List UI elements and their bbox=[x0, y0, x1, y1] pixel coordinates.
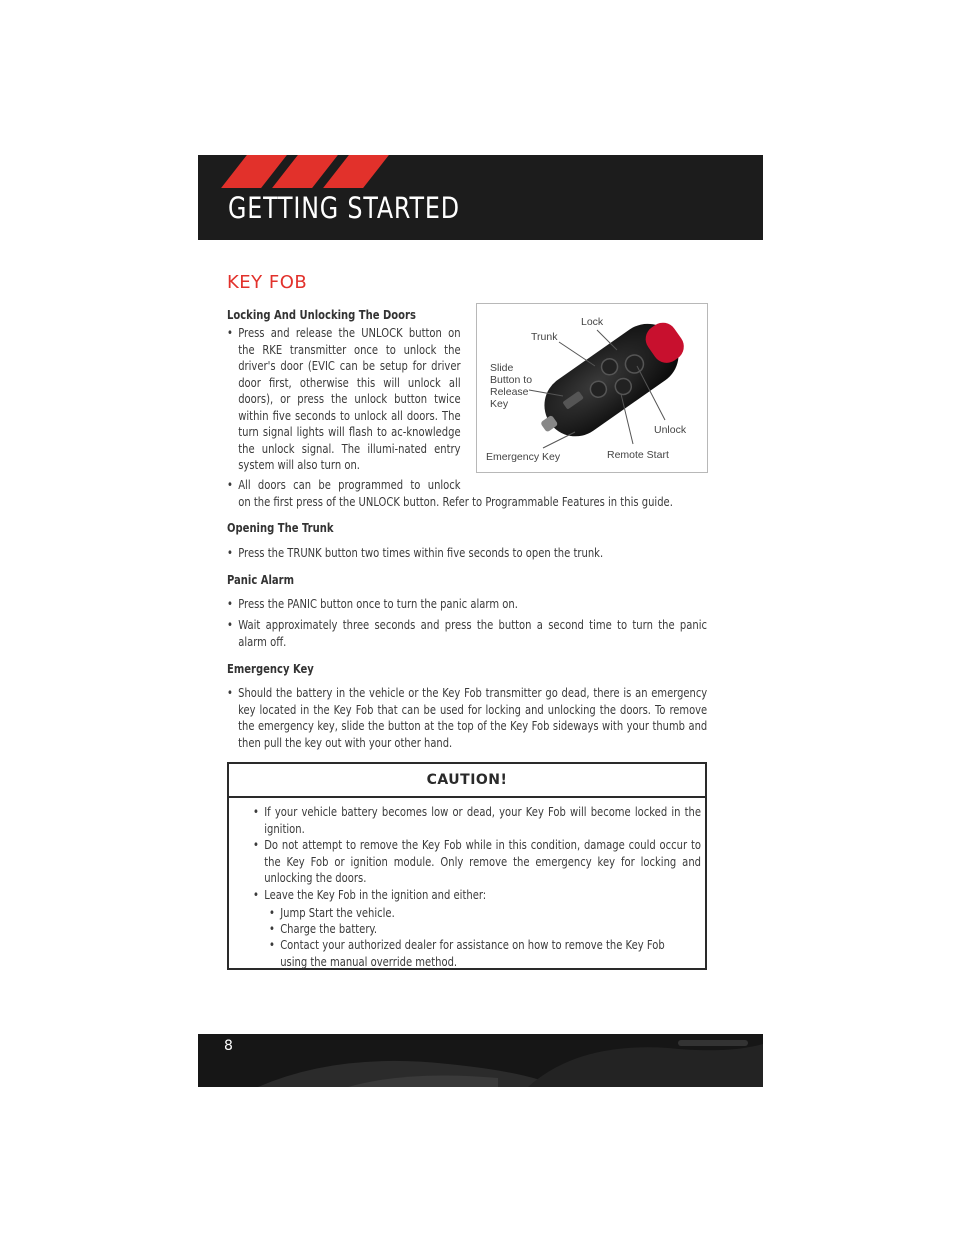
bullet-dot: • bbox=[227, 545, 233, 560]
locking-bullet-2 bbox=[227, 477, 707, 510]
label-trunk: Trunk bbox=[531, 331, 558, 343]
emergency-bullet-1-text: Should the battery in the vehicle or the Key Fob transmitter go dead, there is an emergency key located in the Key Fob that can be used for locking and unlocking the doors. To remove the emergency key, slide the button at the top of the Key Fob sideways with your thumb and then pull the key out with your other hand. bbox=[238, 685, 708, 750]
panic-heading: Panic Alarm bbox=[227, 572, 295, 587]
label-lock: Lock bbox=[581, 316, 604, 328]
panic-bullet-1-text: Press the PANIC button once to turn the panic alarm on. bbox=[238, 596, 518, 611]
caution-title: CAUTION! bbox=[229, 764, 705, 798]
caution-bullet-3 bbox=[253, 887, 701, 904]
bullet-dot: • bbox=[227, 617, 233, 632]
label-slide-line-3: Release bbox=[490, 386, 529, 398]
trunk-bullet-1 bbox=[227, 545, 707, 562]
caution-sub-2 bbox=[269, 921, 685, 938]
bullet-dot: • bbox=[269, 921, 275, 936]
label-remote-start: Remote Start bbox=[607, 449, 669, 461]
caution-sub-2-text: Charge the battery. bbox=[280, 921, 378, 936]
leader-emergency bbox=[543, 432, 575, 448]
label-unlock: Unlock bbox=[654, 424, 687, 436]
bullet-dot: • bbox=[227, 596, 233, 611]
label-slide-line-1: Slide bbox=[490, 362, 514, 374]
bullet-dot: • bbox=[269, 905, 275, 920]
label-emergency-key: Emergency Key bbox=[486, 451, 561, 463]
panic-bullet-2-text: Wait approximately three seconds and press the button a second time to turn the panic alarm off. bbox=[238, 617, 707, 649]
bullet-dot: • bbox=[253, 837, 259, 852]
footer-band bbox=[198, 1034, 763, 1087]
header-band bbox=[198, 155, 763, 240]
caution-sub-3-text: Contact your authorized dealer for assistance on how to remove the Key Fob using the manual override method. bbox=[280, 937, 665, 969]
bullet-dot: • bbox=[269, 937, 275, 952]
trunk-heading: Opening The Trunk bbox=[227, 520, 334, 535]
trunk-bullet-1-text: Press the TRUNK button two times within five seconds to open the trunk. bbox=[238, 545, 604, 560]
bullet-dot: • bbox=[227, 685, 233, 700]
locking-heading: Locking And Unlocking The Doors bbox=[227, 307, 416, 322]
caution-bullet-2 bbox=[253, 837, 701, 887]
bullet-dot: • bbox=[253, 804, 259, 819]
bullet-dot: • bbox=[227, 477, 233, 492]
locking-bullet-2-rest: on the first press of the UNLOCK button. Refer to Programmable Features in this guide. bbox=[238, 493, 673, 509]
emergency-bullet-1 bbox=[227, 685, 707, 751]
caution-bullet-3-text: Leave the Key Fob in the ignition and either: bbox=[264, 887, 487, 902]
caution-bullet-2-text: Do not attempt to remove the Key Fob while in this condition, damage could occur to the Key Fob or ignition module. Only remove the emergency key for locking and unlocking the doors. bbox=[264, 837, 701, 885]
caution-sub-1-text: Jump Start the vehicle. bbox=[280, 905, 395, 920]
bullet-dot: • bbox=[227, 325, 233, 340]
label-slide-line-4: Key bbox=[490, 398, 509, 410]
locking-bullet-1 bbox=[227, 325, 461, 474]
panic-bullet-2 bbox=[227, 617, 707, 650]
caution-bullet-1-text: If your vehicle battery becomes low or dead, your Key Fob will become locked in the ignition. bbox=[264, 804, 701, 836]
caution-sub-3 bbox=[269, 937, 685, 970]
leader-trunk bbox=[559, 342, 595, 366]
caution-sub-1 bbox=[269, 905, 685, 922]
label-slide-line-2: Button to bbox=[490, 374, 533, 386]
locking-bullet-1-text: Press and release the UNLOCK button on the RKE transmitter once to unlock the driver's door (EVIC can be setup for driver door first, otherwise this will unlock all doors), or press the unlock button twice within five seconds to unlock all doors. The turn signal lights will flash to ac-knowledge the unlock signal. The illumi-nated entry system will also turn on. bbox=[238, 325, 461, 472]
page-header-title: GETTING STARTED bbox=[228, 191, 460, 225]
bullet-dot: • bbox=[253, 887, 259, 902]
panic-bullet-1 bbox=[227, 596, 707, 613]
section-title: KEY FOB bbox=[227, 272, 308, 293]
footer-background-photo bbox=[198, 1034, 763, 1087]
locking-bullet-2-line1: All doors can be programmed to unlock bbox=[238, 477, 461, 492]
caution-box bbox=[227, 762, 707, 970]
emergency-heading: Emergency Key bbox=[227, 661, 314, 676]
caution-bullet-1 bbox=[253, 804, 701, 837]
page-number: 8 bbox=[224, 1038, 233, 1054]
key-fob-figure bbox=[476, 303, 708, 473]
